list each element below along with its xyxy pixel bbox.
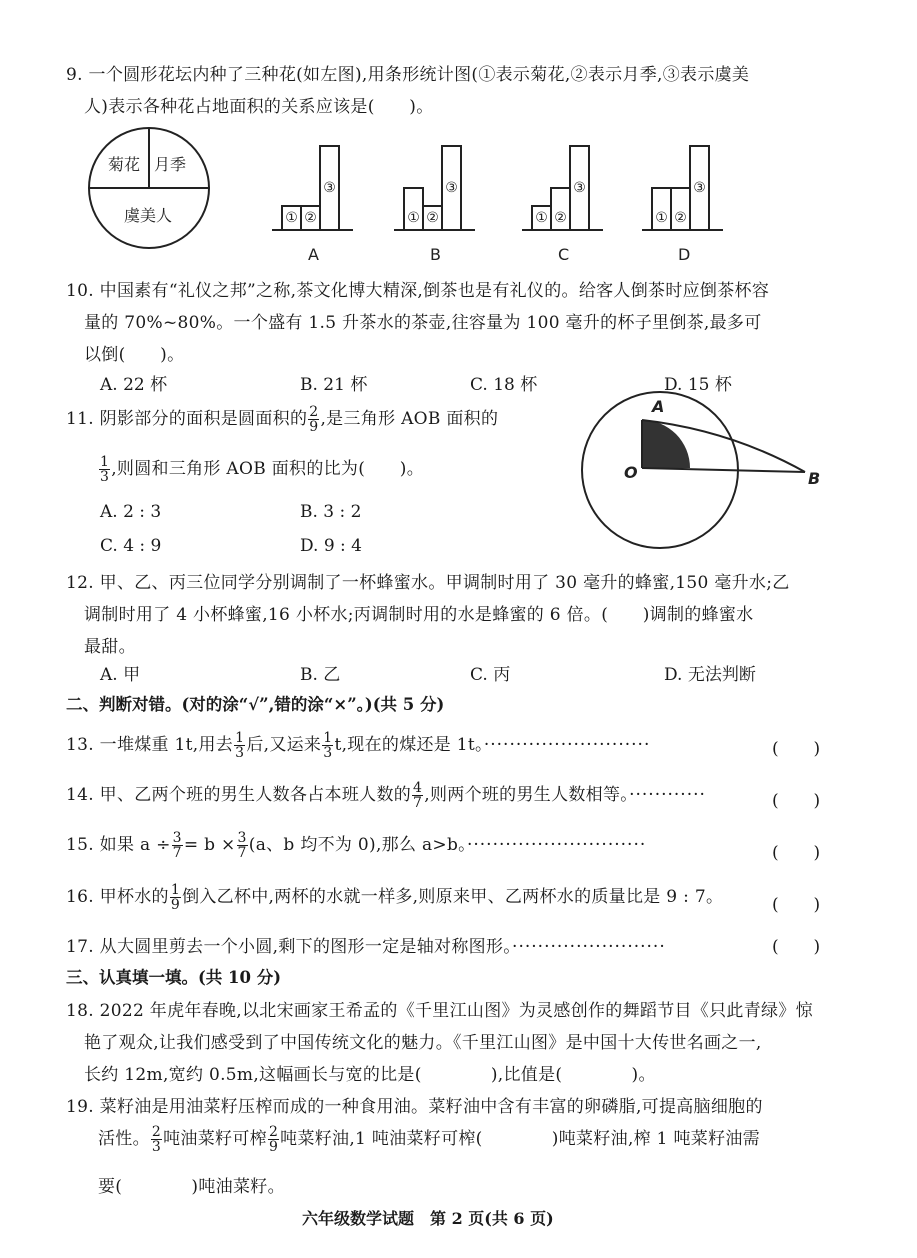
q10-option-d: D. 15 杯 (664, 375, 732, 395)
bar-mark-2: ② (426, 210, 439, 226)
bar-mark-2: ② (674, 210, 687, 226)
q12-line3: 最甜。 (84, 637, 136, 657)
bar-chart-label-a: A (308, 245, 319, 264)
q15-answer-paren[interactable]: ( ) (772, 843, 821, 863)
q9-bar-chart-d (642, 146, 723, 264)
bar-chart-label-c: C (558, 245, 570, 264)
q17-line: 17. 从大圆里剪去一个小圆,剩下的图形一定是轴对称图形。························ (66, 937, 666, 957)
q11-circle-figure (580, 390, 830, 560)
q11-line1 (66, 404, 498, 434)
q11-text-1: 11. 阴影部分的面积是圆面积的 (66, 409, 308, 429)
q14-line: 14. 甲、乙两个班的男生人数各占本班人数的 $\frac{4}{7}$ ,则两个班的男生人数相等。············ (66, 780, 706, 811)
q9-bar-chart-c (522, 146, 603, 264)
bar-mark-1: ① (407, 210, 420, 226)
q11-option-d: D. 9 : 4 (300, 536, 362, 556)
q12-option-d: D. 无法判断 (664, 665, 756, 685)
q12-line2: 调制时用了 4 小杯蜂蜜,16 小杯水;丙调制时用的水是蜂蜜的 6 倍。( )调制的蜂蜜水 (84, 605, 754, 625)
bar-mark-3: ③ (323, 180, 336, 196)
q11-option-b: B. 3 : 2 (300, 502, 362, 522)
q11-option-c: C. 4 : 9 (100, 536, 162, 556)
bar-chart-label-b: B (430, 245, 441, 264)
q9-bar-chart-b (394, 146, 475, 264)
pie-label-yueji: 月季 (154, 155, 187, 174)
q10-option-b: B. 21 杯 (300, 375, 368, 395)
q10-line3: 以倒( )。 (84, 345, 185, 365)
q11-option-a: A. 2 : 3 (100, 502, 162, 522)
q18-line1: 18. 2022 年虎年春晚,以北宋画家王希孟的《千里江山图》为灵感创作的舞蹈节目《只此青绿》惊 (66, 1001, 813, 1021)
section3-title: 三、认真填一填。(共 10 分) (66, 968, 282, 987)
q9-figures (86, 118, 816, 268)
q19-line3: 要( )吨油菜籽。 (98, 1177, 285, 1197)
q9-line1: 9. 一个圆形花坛内种了三种花(如左图),用条形统计图(①表示菊花,②表示月季,③表示虞美 (66, 65, 750, 85)
label-a: A (652, 397, 665, 416)
q16-line: 16. 甲杯水的 $\frac{1}{9}$ 倒入乙杯中,两杯的水就一样多,则原来甲、乙两杯水的质量比是 9 : 7。 (66, 882, 724, 913)
q12-option-b: B. 乙 (300, 665, 341, 685)
q11-line2 (98, 454, 424, 484)
q9-bar-charts (272, 146, 723, 264)
section2-title: 二、判断对错。(对的涂“√”,错的涂“×”。)(共 5 分) (66, 695, 445, 714)
bar-mark-1: ① (285, 210, 298, 226)
q19-line1: 19. 菜籽油是用油菜籽压榨而成的一种食用油。菜籽油中含有丰富的卵磷脂,可提高脑细胞的 (66, 1097, 763, 1117)
q11-fraction-2-9: $\frac{2}{9}$ (309, 404, 319, 435)
q18-line2: 艳了观众,让我们感受到了中国传统文化的魅力。《千里江山图》是中国十大传世名画之一, (84, 1033, 762, 1053)
q10-option-c: C. 18 杯 (470, 375, 538, 395)
label-o: O (624, 463, 638, 482)
q19-line2: 活性。 $\frac{2}{3}$ 吨油菜籽可榨 $\frac{2}{9}$ 吨菜籽油,1 吨油菜籽可榨( )吨菜籽油,榨 1 吨菜籽油需 (98, 1124, 760, 1155)
label-b: B (808, 469, 821, 488)
bar-mark-2: ② (554, 210, 567, 226)
bar-chart-label-d: D (678, 245, 691, 264)
q9-circle-figure (89, 128, 209, 248)
q10-line1: 10. 中国素有“礼仪之邦”之称,茶文化博大精深,倒茶也是有礼仪的。给客人倒茶时应倒茶杯容 (66, 281, 770, 301)
q11-text-3: ,则圆和三角形 AOB 面积的比为( )。 (111, 459, 425, 479)
q12-option-a: A. 甲 (100, 665, 141, 685)
pie-label-yumeiren: 虞美人 (124, 206, 173, 225)
bar-mark-3: ③ (693, 180, 706, 196)
q12-option-c: C. 丙 (470, 665, 511, 685)
q11-fraction-1-3: $\frac{1}{3}$ (100, 454, 110, 485)
q10-line2: 量的 70%~80%。一个盛有 1.5 升茶水的茶壶,往容量为 100 毫升的杯子里倒茶,最多可 (84, 313, 762, 333)
q15-line: 15. 如果 a ÷ $\frac{3}{7}$ = b × $\frac{3}{7}$ (a、b 均不为 0),那么 a>b。···························· (66, 830, 647, 861)
q14-answer-paren[interactable]: ( ) (772, 791, 821, 811)
q9-bar-chart-a (272, 146, 353, 264)
q13-answer-paren[interactable]: ( ) (772, 739, 821, 759)
q11-text-2: ,是三角形 AOB 面积的 (320, 409, 499, 429)
pie-label-juhua: 菊花 (108, 155, 141, 174)
bar-mark-2: ② (304, 210, 317, 226)
bar-mark-3: ③ (445, 180, 458, 196)
q9-line2: 人)表示各种花占地面积的关系应该是( )。 (84, 97, 434, 117)
bar-mark-1: ① (655, 210, 668, 226)
q12-line1: 12. 甲、乙、丙三位同学分别调制了一杯蜂蜜水。甲调制时用了 30 毫升的蜂蜜,150 毫升水;乙 (66, 573, 790, 593)
q10-option-a: A. 22 杯 (100, 375, 168, 395)
q13-line: 13. 一堆煤重 1t,用去 $\frac{1}{3}$ 后,又运来 $\frac{1}{3}$ t,现在的煤还是 1t。·························· (66, 730, 651, 761)
bar-mark-1: ① (535, 210, 548, 226)
bar-mark-3: ③ (573, 180, 586, 196)
q16-answer-paren[interactable]: ( ) (772, 895, 821, 915)
page-footer: 六年级数学试题 第 2 页(共 6 页) (302, 1209, 554, 1228)
q17-answer-paren[interactable]: ( ) (772, 937, 821, 957)
q18-line3: 长约 12m,宽约 0.5m,这幅画长与宽的比是( ),比值是( )。 (84, 1065, 656, 1085)
